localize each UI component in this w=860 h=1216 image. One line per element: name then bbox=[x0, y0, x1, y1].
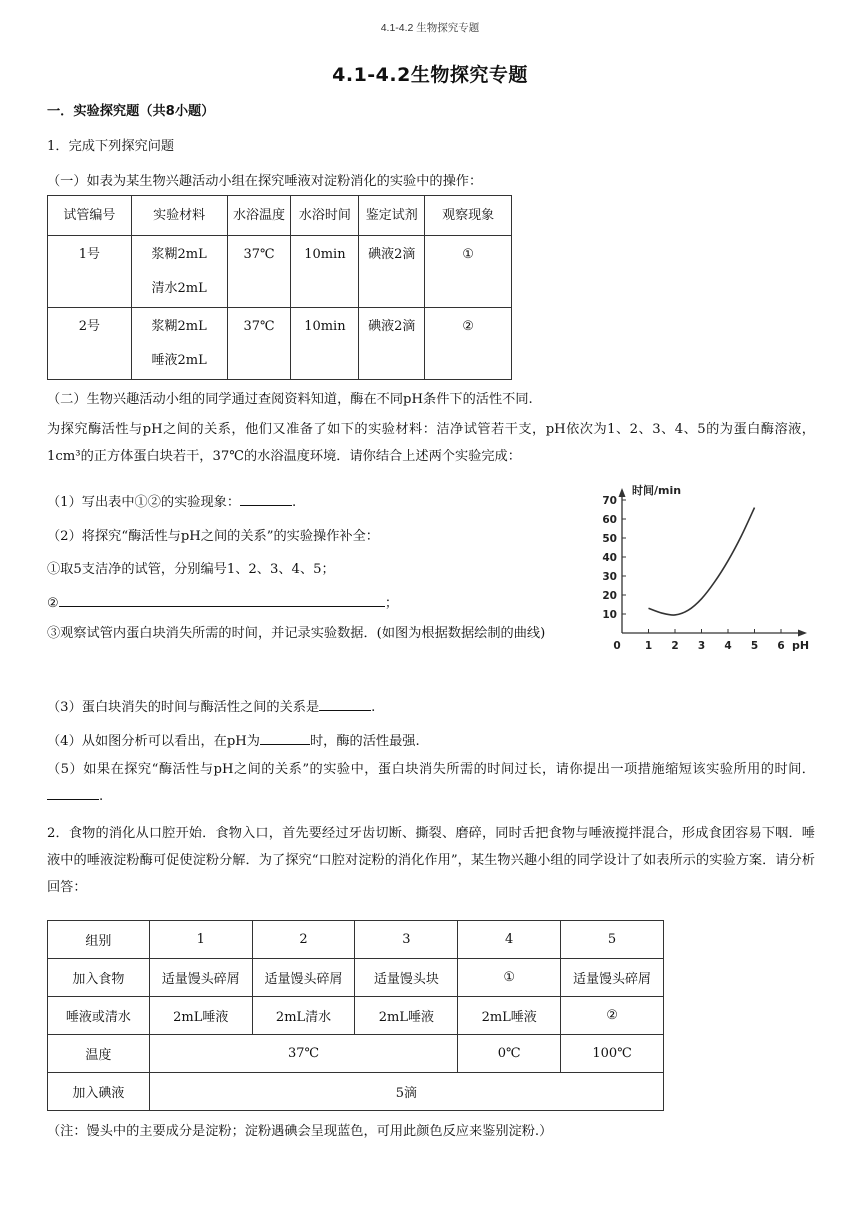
y-tick-label: 10 bbox=[602, 609, 617, 621]
table-header: 观察现象 bbox=[425, 196, 512, 236]
group-cell: 3 bbox=[355, 921, 458, 959]
material-line: 唾液2mL bbox=[151, 352, 207, 368]
answer-blank[interactable] bbox=[260, 730, 310, 745]
row-header: 组别 bbox=[48, 921, 150, 959]
ph-time-chart bbox=[600, 478, 815, 658]
answer-blank[interactable] bbox=[319, 696, 371, 711]
punct: ； bbox=[384, 596, 399, 611]
row-header: 温度 bbox=[48, 1035, 150, 1073]
temp-cell: 37℃ bbox=[149, 1035, 457, 1073]
y-axis-arrow bbox=[619, 488, 626, 497]
water-temp: 37℃ bbox=[227, 308, 291, 380]
material-line: 浆糊2mL bbox=[151, 246, 207, 262]
iodine-cell: 5滴 bbox=[149, 1073, 663, 1111]
page-title: 4.1-4.2生物探究专题 bbox=[332, 64, 528, 86]
q1-sub4 bbox=[47, 730, 420, 749]
table-row bbox=[48, 959, 664, 997]
punct: . bbox=[292, 495, 297, 510]
liquid-cell: 2mL唾液 bbox=[355, 997, 458, 1035]
tube-number: 2号 bbox=[48, 308, 132, 380]
food-cell: 适量馒头碎屑 bbox=[149, 959, 252, 997]
x-tick-label: 5 bbox=[750, 640, 759, 652]
liquid-cell: 2mL清水 bbox=[252, 997, 355, 1035]
q1-sub3 bbox=[47, 696, 375, 715]
food-cell: 适量馒头碎屑 bbox=[252, 959, 355, 997]
y-tick-label: 60 bbox=[602, 514, 617, 526]
question-2-text: 2．食物的消化从口腔开始．食物入口，首先要经过牙齿切断、撕裂、磨碎，同时舌把食物与唾液搅拌混合，形成食团容易下咽．唾液中的唾液淀粉酶可促使淀粉分解．为了探究“口腔对淀粉的消化作用”，某生物兴趣小组的同学设计了如表所示的实验方案．请分析回答： bbox=[47, 826, 815, 895]
tube-number: 1号 bbox=[48, 236, 132, 308]
observation: ① bbox=[425, 236, 512, 308]
step-marker: ② bbox=[47, 596, 59, 611]
material-cell bbox=[131, 308, 227, 380]
group-cell: 5 bbox=[561, 921, 664, 959]
x-tick-label: 2 bbox=[671, 640, 679, 652]
material-line: 浆糊2mL bbox=[151, 318, 207, 334]
table-header: 试管编号 bbox=[48, 196, 132, 236]
sub4-text: （4）从如图分析可以看出，在pH为 bbox=[47, 734, 260, 749]
y-tick-label: 40 bbox=[602, 552, 617, 564]
sub3-text: （3）蛋白块消失的时间与酶活性之间的关系是 bbox=[47, 700, 320, 715]
x-tick-label: 6 bbox=[777, 640, 785, 652]
x-tick-label: 3 bbox=[697, 640, 706, 652]
q1-part2-intro: （二）生物兴趣活动小组的同学通过查阅资料知道，酶在不同pH条件下的活性不同. bbox=[47, 392, 533, 407]
water-time: 10min bbox=[291, 308, 359, 380]
table-row bbox=[48, 997, 664, 1035]
reagent: 碘液2滴 bbox=[359, 308, 425, 380]
q1-sub2: （2）将探究“酶活性与pH之间的关系”的实验操作补全： bbox=[47, 529, 379, 544]
table-header: 鉴定试剂 bbox=[359, 196, 425, 236]
group-cell: 1 bbox=[149, 921, 252, 959]
series-line bbox=[649, 508, 755, 615]
chart-y-label: 时间/min bbox=[632, 484, 682, 497]
sub4-text: 时，酶的活性最强. bbox=[309, 734, 420, 749]
q1-sub2-step1: ①取5支洁净的试管，分别编号1、2、3、4、5； bbox=[47, 562, 335, 577]
answer-blank[interactable] bbox=[59, 592, 385, 607]
y-tick-label: 20 bbox=[602, 590, 617, 602]
q2-note: （注：馒头中的主要成分是淀粉；淀粉遇碘会呈现蓝色，可用此颜色反应来鉴别淀粉.） bbox=[47, 1124, 553, 1139]
food-cell: 适量馒头碎屑 bbox=[561, 959, 664, 997]
table-header: 实验材料 bbox=[131, 196, 227, 236]
y-tick-label: 30 bbox=[602, 571, 617, 583]
table-header: 水浴时间 bbox=[291, 196, 359, 236]
x-axis-arrow bbox=[798, 630, 807, 637]
table-row bbox=[48, 308, 512, 380]
sub1-text: （1）写出表中①②的实验现象： bbox=[47, 495, 241, 510]
q1-sub2-step2 bbox=[47, 592, 398, 611]
row-header: 唾液或清水 bbox=[48, 997, 150, 1035]
row-header: 加入碘液 bbox=[48, 1073, 150, 1111]
sub5-text: （5）如果在探究“酶活性与pH之间的关系”的实验中，蛋白块消失所需的时间过长，请你提出一项措施缩短该实验所用的时间． bbox=[47, 762, 815, 777]
table-row bbox=[48, 1073, 664, 1111]
liquid-cell: 2mL唾液 bbox=[458, 997, 561, 1035]
q1-part1-intro: （一）如表为某生物兴趣活动小组在探究唾液对淀粉消化的实验中的操作： bbox=[47, 174, 483, 189]
table-row bbox=[48, 921, 664, 959]
temp-cell: 100℃ bbox=[561, 1035, 664, 1073]
q2-experiment-table bbox=[47, 920, 664, 1111]
table-row bbox=[48, 236, 512, 308]
liquid-cell: 2mL唾液 bbox=[149, 997, 252, 1035]
q1-part2-body: 为探究酶活性与pH之间的关系，他们又准备了如下的实验材料：洁净试管若干支，pH依次为1、2、3、4、5的为蛋白酶溶液，1cm³的正方体蛋白块若干，37℃的水浴温度环境．请你结合上述两个实验完成： bbox=[47, 422, 815, 464]
temp-cell: 0℃ bbox=[458, 1035, 561, 1073]
water-time: 10min bbox=[291, 236, 359, 308]
x-tick-label: 4 bbox=[724, 640, 732, 652]
observation: ② bbox=[425, 308, 512, 380]
punct: . bbox=[371, 700, 376, 715]
q1-sub5 bbox=[47, 756, 815, 810]
question-1-stem: 1．完成下列探究问题 bbox=[47, 139, 175, 154]
section-heading: 一．实验探究题（共8小题） bbox=[47, 104, 215, 119]
group-cell: 2 bbox=[252, 921, 355, 959]
table-row bbox=[48, 1035, 664, 1073]
x-tick-label: 0 bbox=[613, 640, 621, 652]
food-cell: 适量馒头块 bbox=[355, 959, 458, 997]
liquid-cell: ② bbox=[561, 997, 664, 1035]
y-tick-label: 70 bbox=[602, 495, 617, 507]
q1-experiment-table bbox=[47, 195, 512, 380]
running-header: 4.1-4.2 生物探究专题 bbox=[380, 22, 480, 34]
food-cell: ① bbox=[458, 959, 561, 997]
punct: . bbox=[99, 789, 104, 804]
water-temp: 37℃ bbox=[227, 236, 291, 308]
q1-sub2-step3: ③观察试管内蛋白块消失所需的时间，并记录实验数据．(如图为根据数据绘制的曲线) bbox=[47, 626, 546, 641]
reagent: 碘液2滴 bbox=[359, 236, 425, 308]
material-line: 清水2mL bbox=[151, 280, 207, 296]
x-tick-label: 1 bbox=[644, 640, 653, 652]
material-cell bbox=[131, 236, 227, 308]
answer-blank[interactable] bbox=[240, 491, 292, 506]
q1-sub1 bbox=[47, 491, 296, 510]
y-tick-label: 50 bbox=[602, 533, 617, 545]
chart-x-label: pH bbox=[792, 639, 810, 652]
group-cell: 4 bbox=[458, 921, 561, 959]
answer-blank[interactable] bbox=[47, 785, 99, 800]
row-header: 加入食物 bbox=[48, 959, 150, 997]
table-header: 水浴温度 bbox=[227, 196, 291, 236]
